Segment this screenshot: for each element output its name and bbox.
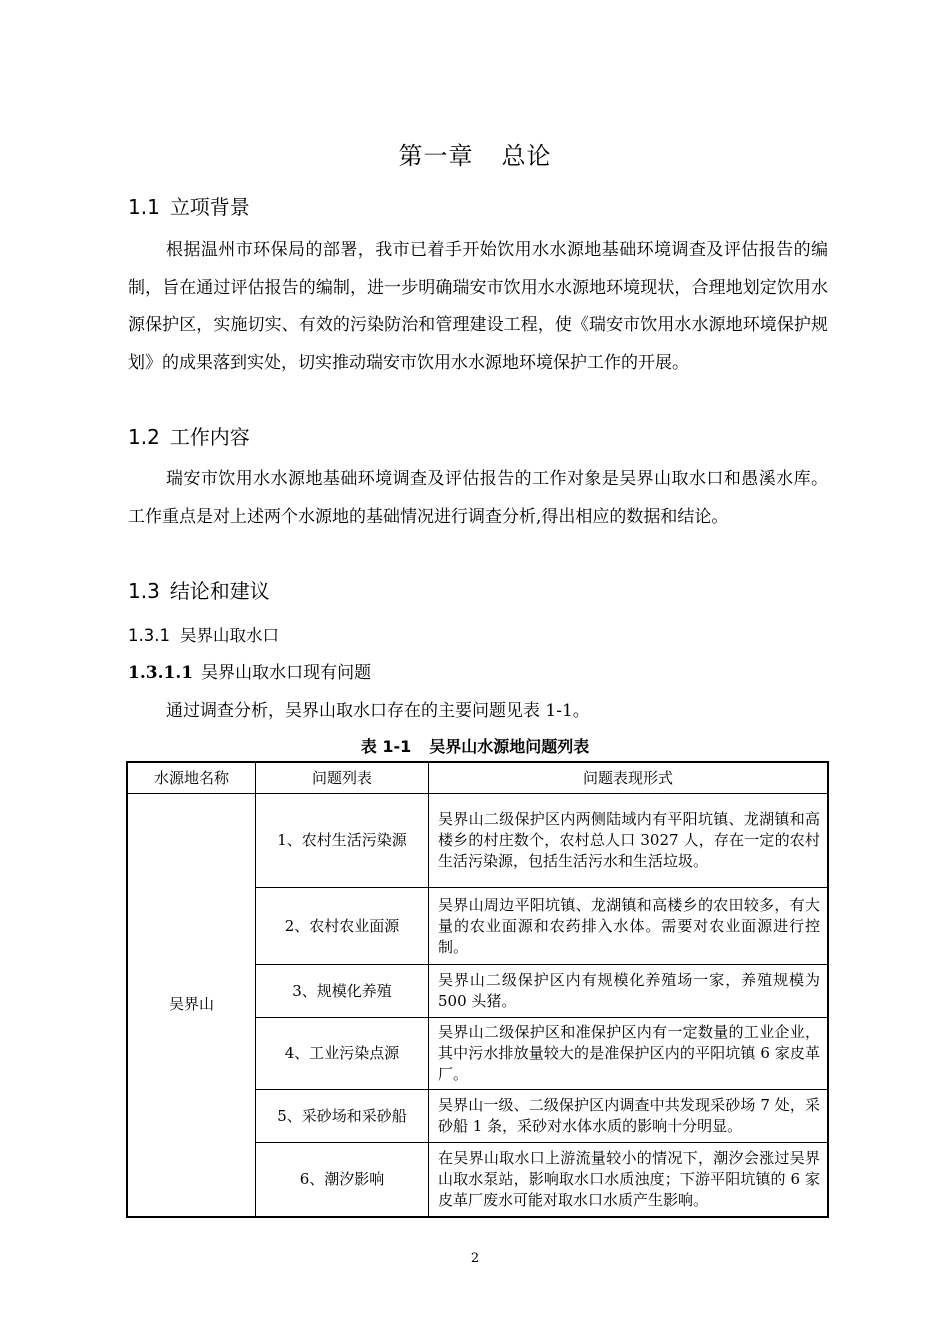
subsection-heading <box>128 624 279 648</box>
table-caption-number: 表 1-1 <box>360 737 412 756</box>
problem-cell: 3、规模化养殖 <box>256 965 429 1018</box>
description-cell: 在吴界山取水口上游流量较小的情况下，潮汐会涨过吴界山取水泵站，影响取水口水质浊度；下游平阳坑镇的 6 家皮革厂废水可能对取水口水质产生影响。 <box>429 1143 829 1217</box>
section-heading-1-1 <box>128 193 250 221</box>
header-problem-description: 问题表现形式 <box>429 762 829 794</box>
header-problem-list: 问题列表 <box>256 762 429 794</box>
description-cell: 吴界山二级保护区和准保护区内有一定数量的工业企业，其中污水排放量较大的是准保护区内的平阳坑镇 6 家皮革厂。 <box>429 1018 829 1090</box>
section-number: 1.2 <box>128 425 160 449</box>
paragraph-work-content: 瑞安市饮用水水源地基础环境调查及评估报告的工作对象是吴界山取水口和愚溪水库。工作重点是对上述两个水源地的基础情况进行调查分析,得出相应的数据和结论。 <box>128 469 828 527</box>
paragraph-background: 根据温州市环保局的部署，我市已着手开始饮用水水源地基础环境调查及评估报告的编制，旨在通过评估报告的编制，进一步明确瑞安市饮用水水源地环境现状，合理地划定饮用水源保护区，实施切实、有效的污染防治和管理建设工程，使《瑞安市饮用水水源地环境保护规划》的成果落到实处，切实推动瑞安市饮用水水源地环境保护工作的开展。 <box>128 240 828 373</box>
chapter-label: 第一章 <box>398 142 474 170</box>
table-header-row <box>127 762 828 794</box>
subsection-number: 1.3.1 <box>128 626 170 645</box>
subsection-title: 吴界山取水口 <box>179 626 279 645</box>
table-intro-line: 通过调查分析，吴界山取水口存在的主要问题见表 1-1。 <box>166 701 590 721</box>
chapter-title <box>0 140 950 172</box>
section-number: 1.1 <box>128 195 160 219</box>
problem-cell: 1、农村生活污染源 <box>256 794 429 888</box>
section-heading-1-3 <box>128 577 270 605</box>
section-title: 立项背景 <box>169 195 250 219</box>
table-caption <box>0 736 950 758</box>
description-cell: 吴界山一级、二级保护区内调查中共发现采砂场 7 处，采砂船 1 条，采砂对水体水质的影响十分明显。 <box>429 1090 829 1143</box>
header-source-name: 水源地名称 <box>127 762 256 794</box>
section-heading-1-2 <box>128 423 250 451</box>
problem-cell: 4、工业污染点源 <box>256 1018 429 1090</box>
problem-cell: 2、农村农业面源 <box>256 888 429 965</box>
page-number: 2 <box>470 1251 480 1266</box>
section-title: 工作内容 <box>169 425 250 449</box>
subsubsection-title: 吴界山取水口现有问题 <box>201 663 372 683</box>
description-cell: 吴界山二级保护区内两侧陆域内有平阳坑镇、龙湖镇和高楼乡的村庄数个，农村总人口 3027 人，存在一定的农村生活污染源，包括生活污水和生活垃圾。 <box>429 794 829 888</box>
description-cell: 吴界山二级保护区内有规模化养殖场一家，养殖规模为 500 头猪。 <box>429 965 829 1018</box>
table-row <box>127 794 828 888</box>
issues-table <box>126 761 829 1218</box>
subsubsection-heading <box>128 661 371 685</box>
description-cell: 吴界山周边平阳坑镇、龙湖镇和高楼乡的农田较多，有大量的农业面源和农药排入水体。需要对农业面源进行控制。 <box>429 888 829 965</box>
section-title: 结论和建议 <box>169 579 270 603</box>
chapter-name: 总论 <box>501 142 552 170</box>
table-caption-title: 吴界山水源地问题列表 <box>429 737 590 756</box>
source-name-cell: 吴界山 <box>127 794 256 1217</box>
subsubsection-number: 1.3.1.1 <box>128 663 194 683</box>
problem-cell: 5、采砂场和采砂船 <box>256 1090 429 1143</box>
section-number: 1.3 <box>128 579 160 603</box>
problem-cell: 6、潮汐影响 <box>256 1143 429 1217</box>
